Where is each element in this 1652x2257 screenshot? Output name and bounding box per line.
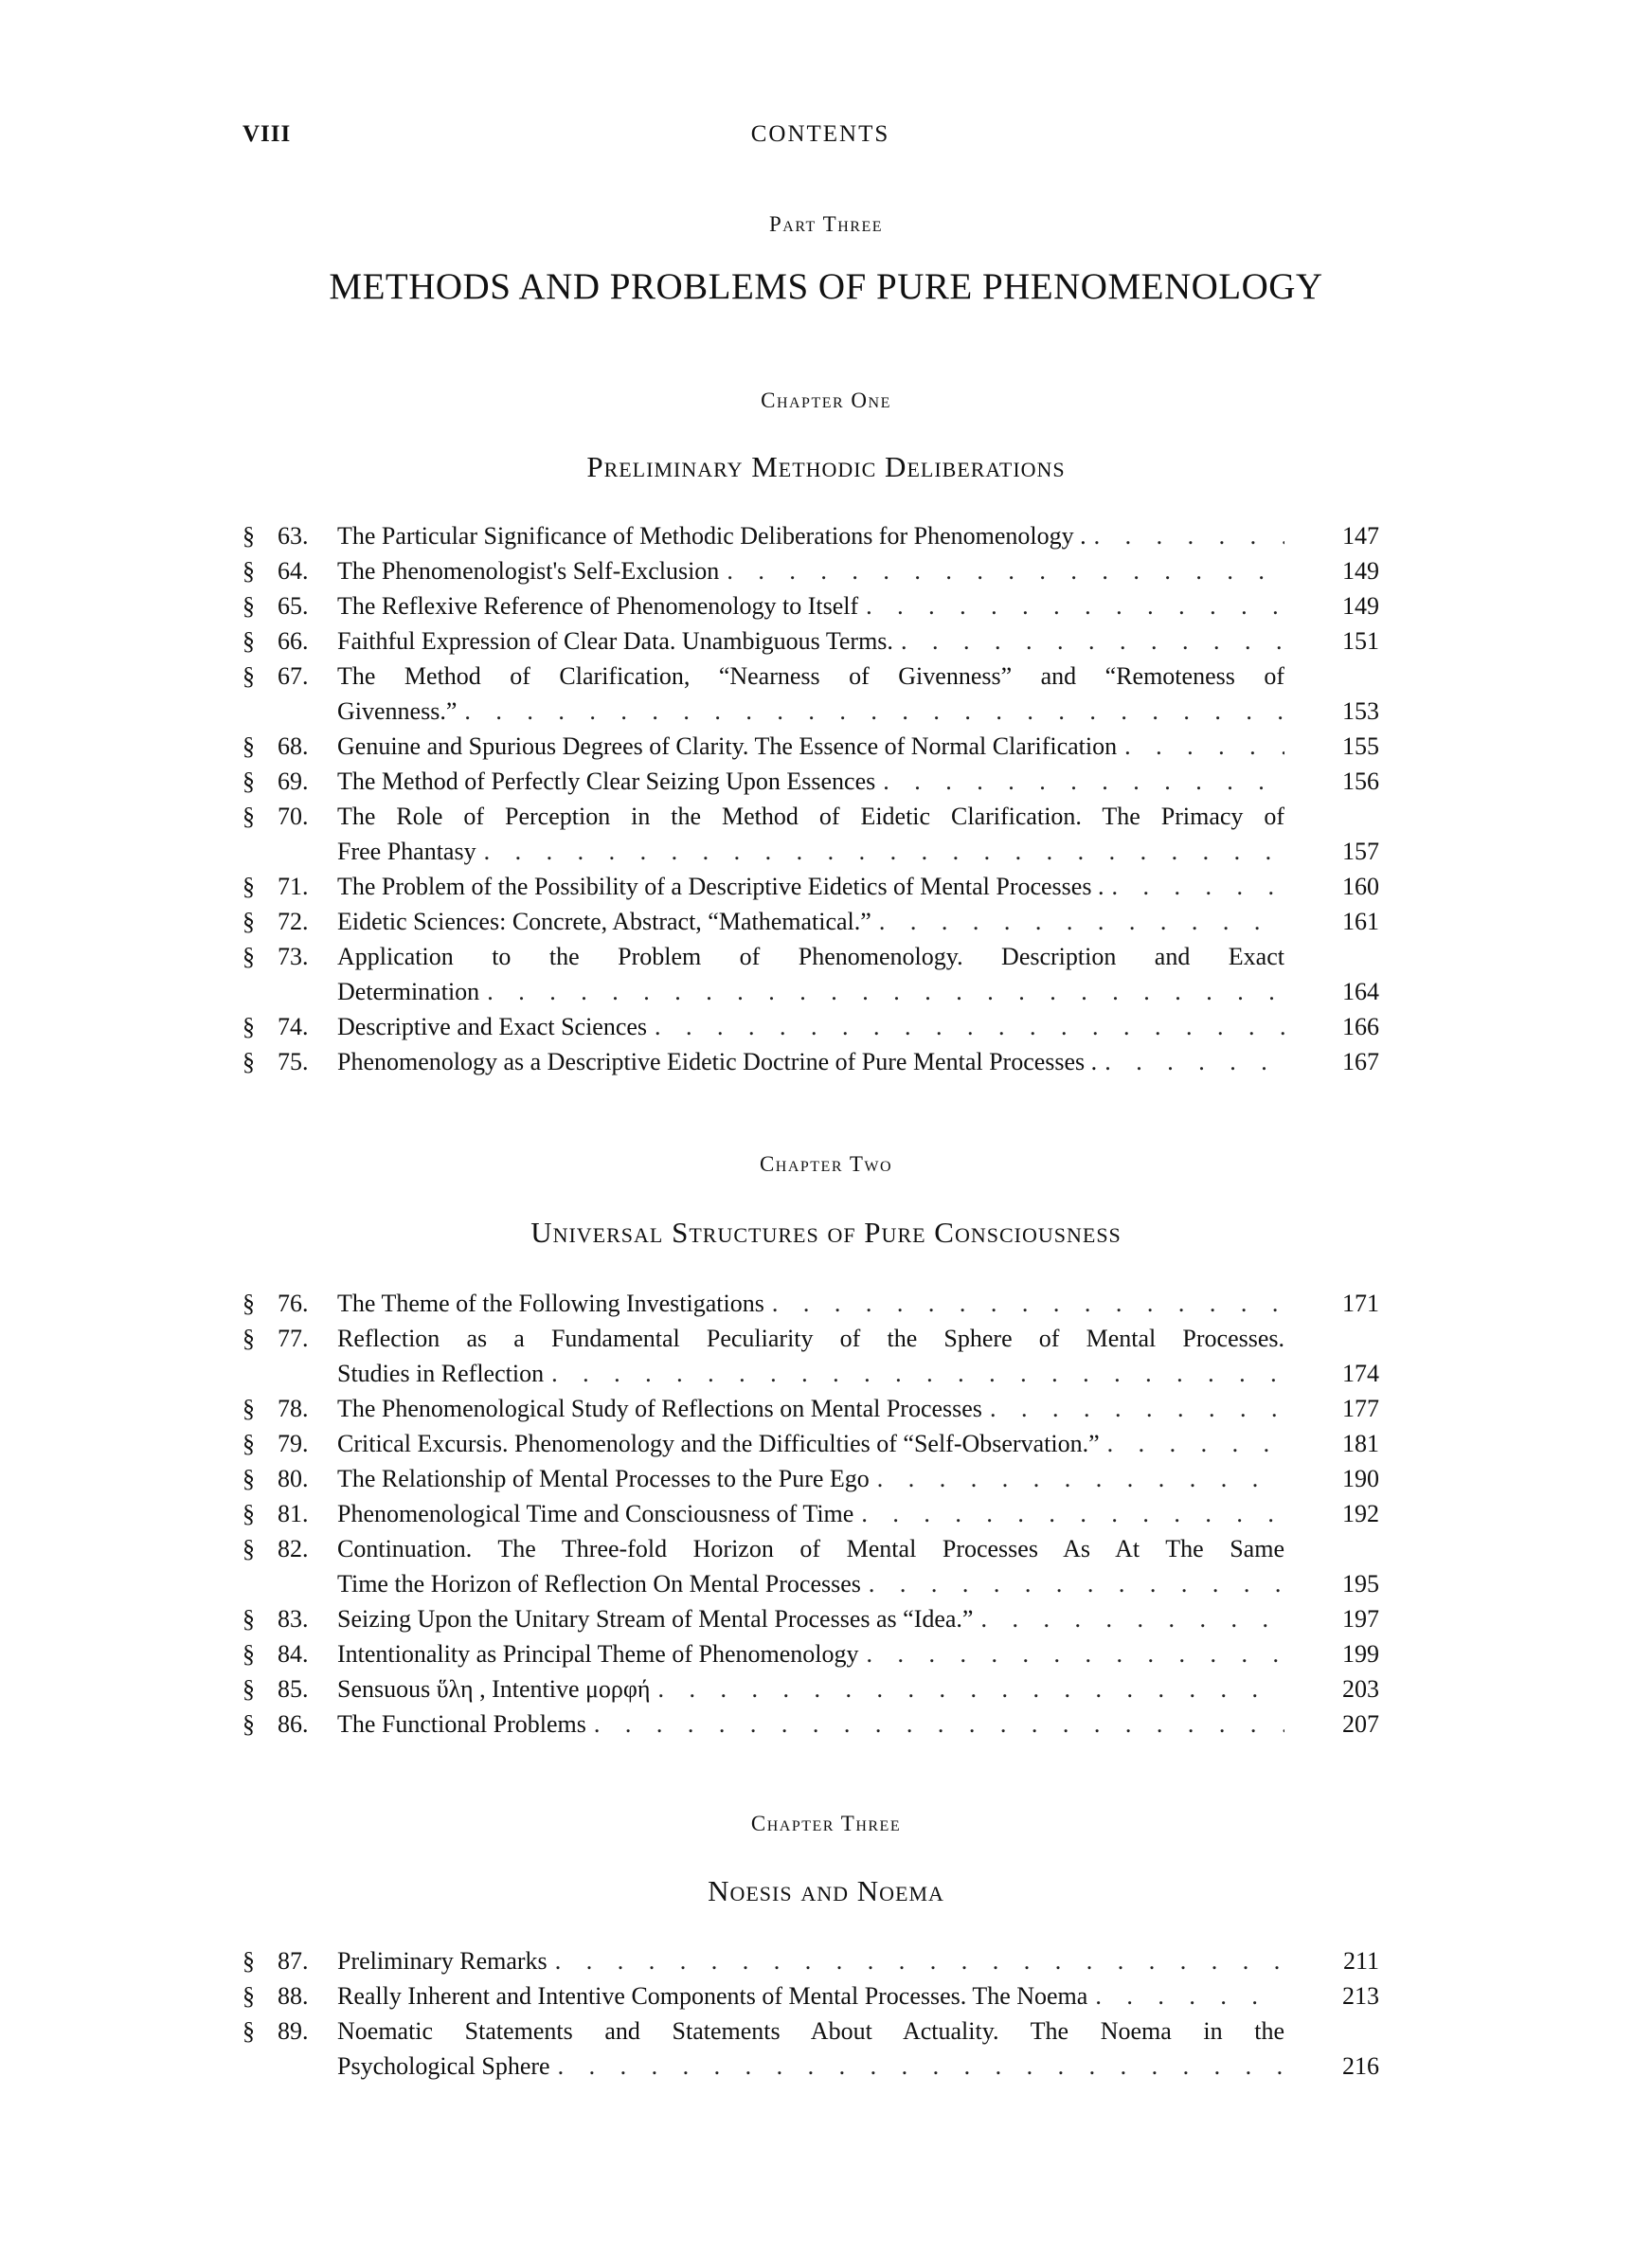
toc-entry bbox=[242, 1706, 1379, 1742]
page-number: 213 bbox=[1342, 1982, 1379, 2010]
toc-entry bbox=[242, 1601, 1379, 1636]
dot-leader bbox=[1104, 1044, 1284, 1079]
entry-body bbox=[337, 939, 1284, 1009]
section-mark: § bbox=[242, 1675, 255, 1703]
entry-line bbox=[337, 1636, 1284, 1671]
chapter-three-label: Chapter Three bbox=[750, 1812, 902, 1835]
section-number: 89. bbox=[278, 2017, 309, 2045]
dot-leader bbox=[1111, 869, 1284, 904]
entry-body bbox=[337, 764, 1284, 799]
section-mark: § bbox=[242, 1605, 255, 1633]
page-number: 147 bbox=[1342, 522, 1379, 550]
chapter-one-title: Preliminary Methodic Deliberations bbox=[586, 450, 1066, 483]
toc-entry bbox=[242, 2013, 1379, 2084]
entry-line bbox=[337, 1671, 1284, 1706]
entry-title-text: The Phenomenological Study of Reflections on Mental Processes bbox=[337, 1395, 982, 1422]
section-number: 70. bbox=[278, 803, 309, 830]
page-number: 177 bbox=[1342, 1395, 1379, 1422]
entry-line bbox=[337, 553, 1284, 588]
section-number: 66. bbox=[278, 627, 309, 655]
toc-entry bbox=[242, 1009, 1379, 1044]
section-number: 78. bbox=[278, 1395, 309, 1422]
entry-line bbox=[337, 1978, 1284, 2013]
entry-line bbox=[337, 1706, 1284, 1742]
chapter-two-toc bbox=[242, 1286, 1379, 1742]
entry-line bbox=[337, 1566, 1284, 1601]
section-number: 79. bbox=[278, 1430, 309, 1457]
dot-leader bbox=[658, 1671, 1284, 1706]
section-number: 76. bbox=[278, 1290, 309, 1317]
entry-title-text: Preliminary Remarks bbox=[337, 1947, 548, 1975]
entry-body bbox=[337, 869, 1284, 904]
page-number: 171 bbox=[1342, 1290, 1379, 1317]
entry-title-text: The Functional Problems bbox=[337, 1710, 586, 1738]
entry-body bbox=[337, 904, 1284, 939]
entry-body bbox=[337, 729, 1284, 764]
section-mark: § bbox=[242, 1982, 255, 2010]
entry-line bbox=[337, 1531, 1284, 1566]
dot-leader bbox=[877, 1461, 1284, 1496]
entry-title-text: Phenomenological Time and Consciousness of Time bbox=[337, 1500, 854, 1527]
entry-title-text: The Particular Significance of Methodic Deliberations for Phenomenology . bbox=[337, 522, 1086, 550]
dot-leader bbox=[883, 764, 1284, 799]
section-mark: § bbox=[242, 1013, 255, 1040]
entry-line bbox=[337, 974, 1284, 1009]
entry-line bbox=[337, 904, 1284, 939]
entry-body bbox=[337, 1978, 1284, 2013]
entry-line bbox=[337, 518, 1284, 553]
entry-body bbox=[337, 1426, 1284, 1461]
chapter-three-title: Noesis and Noema bbox=[708, 1874, 944, 1907]
dot-leader bbox=[1094, 518, 1284, 553]
page-number: 203 bbox=[1342, 1675, 1379, 1703]
entry-body bbox=[337, 1671, 1284, 1706]
chapter-three-toc bbox=[242, 1943, 1379, 2084]
entry-line bbox=[337, 764, 1284, 799]
entry-title-text: The Theme of the Following Investigations bbox=[337, 1290, 764, 1317]
section-mark: § bbox=[242, 1430, 255, 1457]
entry-body bbox=[337, 1461, 1284, 1496]
entry-title-text: Time the Horizon of Reflection On Mental Processes bbox=[337, 1570, 861, 1598]
section-mark: § bbox=[242, 522, 255, 550]
section-mark: § bbox=[242, 1710, 255, 1738]
chapter-one-toc bbox=[242, 518, 1379, 1079]
dot-leader bbox=[1095, 1978, 1284, 2013]
toc-entry bbox=[242, 1044, 1379, 1079]
entry-line bbox=[337, 588, 1284, 623]
toc-entry bbox=[242, 1426, 1379, 1461]
entry-line bbox=[337, 2049, 1284, 2084]
entry-body bbox=[337, 1321, 1284, 1391]
entry-body bbox=[337, 1044, 1284, 1079]
part-title: METHODS AND PROBLEMS OF PURE PHENOMENOLOGY bbox=[329, 266, 1323, 307]
page-number: 155 bbox=[1342, 732, 1379, 760]
section-number: 71. bbox=[278, 873, 309, 900]
section-mark: § bbox=[242, 873, 255, 900]
entry-line bbox=[337, 1044, 1284, 1079]
page-number: 153 bbox=[1342, 697, 1379, 725]
section-mark: § bbox=[242, 1500, 255, 1527]
section-mark: § bbox=[242, 767, 255, 795]
page-number: 167 bbox=[1342, 1048, 1379, 1075]
entry-title-text: Genuine and Spurious Degrees of Clarity. The Essence of Normal Clarification bbox=[337, 732, 1118, 760]
toc-entry bbox=[242, 1636, 1379, 1671]
entry-line bbox=[337, 729, 1284, 764]
toc-entry bbox=[242, 659, 1379, 729]
entry-line bbox=[337, 659, 1284, 694]
entry-title-text: The Phenomenologist's Self-Exclusion bbox=[337, 557, 720, 585]
page-folio: VIII bbox=[242, 121, 292, 147]
entry-line bbox=[337, 2013, 1284, 2049]
toc-entry bbox=[242, 869, 1379, 904]
toc-entry bbox=[242, 1978, 1379, 2013]
entry-title-text: Free Phantasy bbox=[337, 838, 476, 865]
section-number: 73. bbox=[278, 943, 309, 970]
entry-line bbox=[337, 1391, 1284, 1426]
toc-entry bbox=[242, 518, 1379, 553]
section-number: 88. bbox=[278, 1982, 309, 2010]
entry-line bbox=[337, 1426, 1284, 1461]
toc-entry bbox=[242, 764, 1379, 799]
entry-title-text: Continuation. The Three-fold Horizon of Mental Processes As At The Same bbox=[337, 1535, 1284, 1562]
section-mark: § bbox=[242, 627, 255, 655]
toc-entry bbox=[242, 1286, 1379, 1321]
entry-body bbox=[337, 518, 1284, 553]
dot-leader bbox=[555, 1943, 1284, 1978]
section-number: 81. bbox=[278, 1500, 309, 1527]
page-number: 164 bbox=[1342, 978, 1379, 1005]
dot-leader bbox=[1107, 1426, 1284, 1461]
dot-leader bbox=[866, 1636, 1284, 1671]
part-label: Part Three bbox=[769, 212, 883, 236]
page-number: 149 bbox=[1342, 557, 1379, 585]
chapter-one-label: Chapter One bbox=[761, 388, 891, 412]
section-mark: § bbox=[242, 943, 255, 970]
entry-title-text: Sensuous ὕλη , Intentive μορφή bbox=[337, 1675, 651, 1703]
section-mark: § bbox=[242, 1290, 255, 1317]
page-number: 195 bbox=[1342, 1570, 1379, 1598]
entry-title-text: Determination bbox=[337, 978, 480, 1005]
section-number: 69. bbox=[278, 767, 309, 795]
entry-line bbox=[337, 1943, 1284, 1978]
page-number: 197 bbox=[1342, 1605, 1379, 1633]
entry-line bbox=[337, 939, 1284, 974]
toc-entry bbox=[242, 939, 1379, 1009]
dot-leader bbox=[464, 694, 1284, 729]
running-title bbox=[0, 121, 1652, 148]
entry-line bbox=[337, 1356, 1284, 1391]
toc-entry bbox=[242, 1391, 1379, 1426]
section-number: 75. bbox=[278, 1048, 309, 1075]
section-mark: § bbox=[242, 1947, 255, 1975]
page-number: 166 bbox=[1342, 1013, 1379, 1040]
entry-title-text: Eidetic Sciences: Concrete, Abstract, “Mathematical.” bbox=[337, 908, 871, 935]
dot-leader bbox=[866, 588, 1284, 623]
entry-line bbox=[337, 623, 1284, 659]
entry-title-text: Psychological Sphere bbox=[337, 2052, 550, 2080]
dot-leader bbox=[551, 1356, 1284, 1391]
entry-body bbox=[337, 1636, 1284, 1671]
section-number: 87. bbox=[278, 1947, 309, 1975]
toc-entry bbox=[242, 1943, 1379, 1978]
entry-line bbox=[337, 1496, 1284, 1531]
entry-title-text: The Relationship of Mental Processes to the Pure Ego bbox=[337, 1465, 870, 1492]
page-number: 192 bbox=[1342, 1500, 1379, 1527]
running-title-text: CONTENTS bbox=[750, 121, 890, 147]
section-number: 83. bbox=[278, 1605, 309, 1633]
page-number: 190 bbox=[1342, 1465, 1379, 1492]
section-number: 74. bbox=[278, 1013, 309, 1040]
toc-entry bbox=[242, 904, 1379, 939]
entry-body bbox=[337, 1706, 1284, 1742]
entry-body bbox=[337, 1531, 1284, 1601]
entry-body bbox=[337, 553, 1284, 588]
toc-entry bbox=[242, 1496, 1379, 1531]
entry-title-text: Intentionality as Principal Theme of Phenomenology bbox=[337, 1640, 859, 1668]
section-number: 84. bbox=[278, 1640, 309, 1668]
entry-body bbox=[337, 588, 1284, 623]
section-number: 67. bbox=[278, 662, 309, 690]
section-number: 85. bbox=[278, 1675, 309, 1703]
section-mark: § bbox=[242, 1535, 255, 1562]
dot-leader bbox=[484, 834, 1284, 869]
dot-leader bbox=[901, 623, 1284, 659]
toc-entry bbox=[242, 1531, 1379, 1601]
page-number: 161 bbox=[1342, 908, 1379, 935]
section-mark: § bbox=[242, 908, 255, 935]
page-number: 199 bbox=[1342, 1640, 1379, 1668]
dot-leader bbox=[869, 1566, 1284, 1601]
section-number: 65. bbox=[278, 592, 309, 620]
toc-entry bbox=[242, 1461, 1379, 1496]
entry-title-text: Phenomenology as a Descriptive Eidetic Doctrine of Pure Mental Processes . bbox=[337, 1048, 1098, 1075]
section-mark: § bbox=[242, 803, 255, 830]
toc-entry bbox=[242, 553, 1379, 588]
section-mark: § bbox=[242, 557, 255, 585]
section-number: 82. bbox=[278, 1535, 309, 1562]
page-number: 216 bbox=[1342, 2052, 1379, 2080]
entry-body bbox=[337, 2013, 1284, 2084]
running-head bbox=[0, 121, 1652, 159]
entry-title-text: The Method of Clarification, “Nearness of Givenness” and “Remoteness of bbox=[337, 662, 1284, 690]
entry-title-text: Reflection as a Fundamental Peculiarity of the Sphere of Mental Processes. bbox=[337, 1325, 1284, 1352]
dot-leader bbox=[1124, 729, 1284, 764]
section-mark: § bbox=[242, 1465, 255, 1492]
dot-leader bbox=[594, 1706, 1284, 1742]
entry-title-text: Noematic Statements and Statements About Actuality. The Noema in the bbox=[337, 2017, 1284, 2045]
page-number: 156 bbox=[1342, 767, 1379, 795]
chapter-two-label: Chapter Two bbox=[759, 1152, 893, 1176]
toc-entry bbox=[242, 623, 1379, 659]
dot-leader bbox=[879, 904, 1284, 939]
toc-entry bbox=[242, 729, 1379, 764]
entry-title-text: Studies in Reflection bbox=[337, 1360, 545, 1387]
entry-title-text: The Method of Perfectly Clear Seizing Upon Essences bbox=[337, 767, 876, 795]
entry-title-text: Application to the Problem of Phenomenology. Description and Exact bbox=[337, 943, 1284, 970]
section-number: 80. bbox=[278, 1465, 309, 1492]
section-number: 72. bbox=[278, 908, 309, 935]
entry-title-text: The Role of Perception in the Method of Eidetic Clarification. The Primacy of bbox=[337, 803, 1284, 830]
section-mark: § bbox=[242, 662, 255, 690]
section-mark: § bbox=[242, 1325, 255, 1352]
entry-line bbox=[337, 834, 1284, 869]
toc-entry bbox=[242, 1671, 1379, 1706]
entry-body bbox=[337, 1496, 1284, 1531]
entry-body bbox=[337, 1601, 1284, 1636]
page-number: 207 bbox=[1342, 1710, 1379, 1738]
entry-body bbox=[337, 1943, 1284, 1978]
page-number: 157 bbox=[1342, 838, 1379, 865]
entry-title-text: Faithful Expression of Clear Data. Unambiguous Terms. bbox=[337, 627, 893, 655]
entry-line bbox=[337, 799, 1284, 834]
entry-line bbox=[337, 1321, 1284, 1356]
toc-entry bbox=[242, 1321, 1379, 1391]
entry-title-text: Really Inherent and Intentive Components of Mental Processes. The Noema bbox=[337, 1982, 1088, 2010]
entry-title-text: The Problem of the Possibility of a Descriptive Eidetics of Mental Processes . bbox=[337, 873, 1104, 900]
entry-title-text: Seizing Upon the Unitary Stream of Mental Processes as “Idea.” bbox=[337, 1605, 974, 1633]
toc-entry bbox=[242, 588, 1379, 623]
section-number: 63. bbox=[278, 522, 309, 550]
section-number: 68. bbox=[278, 732, 309, 760]
page-number: 151 bbox=[1342, 627, 1379, 655]
section-number: 77. bbox=[278, 1325, 309, 1352]
entry-title-text: The Reflexive Reference of Phenomenology to Itself bbox=[337, 592, 859, 620]
section-number: 64. bbox=[278, 557, 309, 585]
page-number: 181 bbox=[1342, 1430, 1379, 1457]
section-mark: § bbox=[242, 732, 255, 760]
entry-body bbox=[337, 659, 1284, 729]
section-mark: § bbox=[242, 1640, 255, 1668]
section-mark: § bbox=[242, 1395, 255, 1422]
entry-line bbox=[337, 869, 1284, 904]
dot-leader bbox=[980, 1601, 1284, 1636]
entry-line bbox=[337, 1601, 1284, 1636]
chapter-two-title: Universal Structures of Pure Consciousness bbox=[530, 1216, 1122, 1249]
entry-line bbox=[337, 1286, 1284, 1321]
section-mark: § bbox=[242, 2017, 255, 2045]
section-number: 86. bbox=[278, 1710, 309, 1738]
dot-leader bbox=[861, 1496, 1284, 1531]
dot-leader bbox=[990, 1391, 1284, 1426]
entry-title-text: Critical Excursis. Phenomenology and the Difficulties of “Self-Observation.” bbox=[337, 1430, 1100, 1457]
entry-body bbox=[337, 1286, 1284, 1321]
entry-body bbox=[337, 623, 1284, 659]
page-number: 160 bbox=[1342, 873, 1379, 900]
entry-title-text: Givenness.” bbox=[337, 697, 458, 725]
toc-entry bbox=[242, 799, 1379, 869]
page-number: 211 bbox=[1342, 1947, 1379, 1975]
page-number: 174 bbox=[1342, 1360, 1379, 1387]
entry-body bbox=[337, 799, 1284, 869]
entry-body bbox=[337, 1391, 1284, 1426]
dot-leader bbox=[655, 1009, 1284, 1044]
dot-leader bbox=[487, 974, 1284, 1009]
dot-leader bbox=[772, 1286, 1284, 1321]
entry-title-text: Descriptive and Exact Sciences bbox=[337, 1013, 648, 1040]
dot-leader bbox=[727, 553, 1284, 588]
dot-leader bbox=[558, 2049, 1284, 2084]
section-mark: § bbox=[242, 1048, 255, 1075]
entry-body bbox=[337, 1009, 1284, 1044]
entry-line bbox=[337, 1461, 1284, 1496]
section-mark: § bbox=[242, 592, 255, 620]
entry-line bbox=[337, 694, 1284, 729]
entry-line bbox=[337, 1009, 1284, 1044]
page-number: 149 bbox=[1342, 592, 1379, 620]
